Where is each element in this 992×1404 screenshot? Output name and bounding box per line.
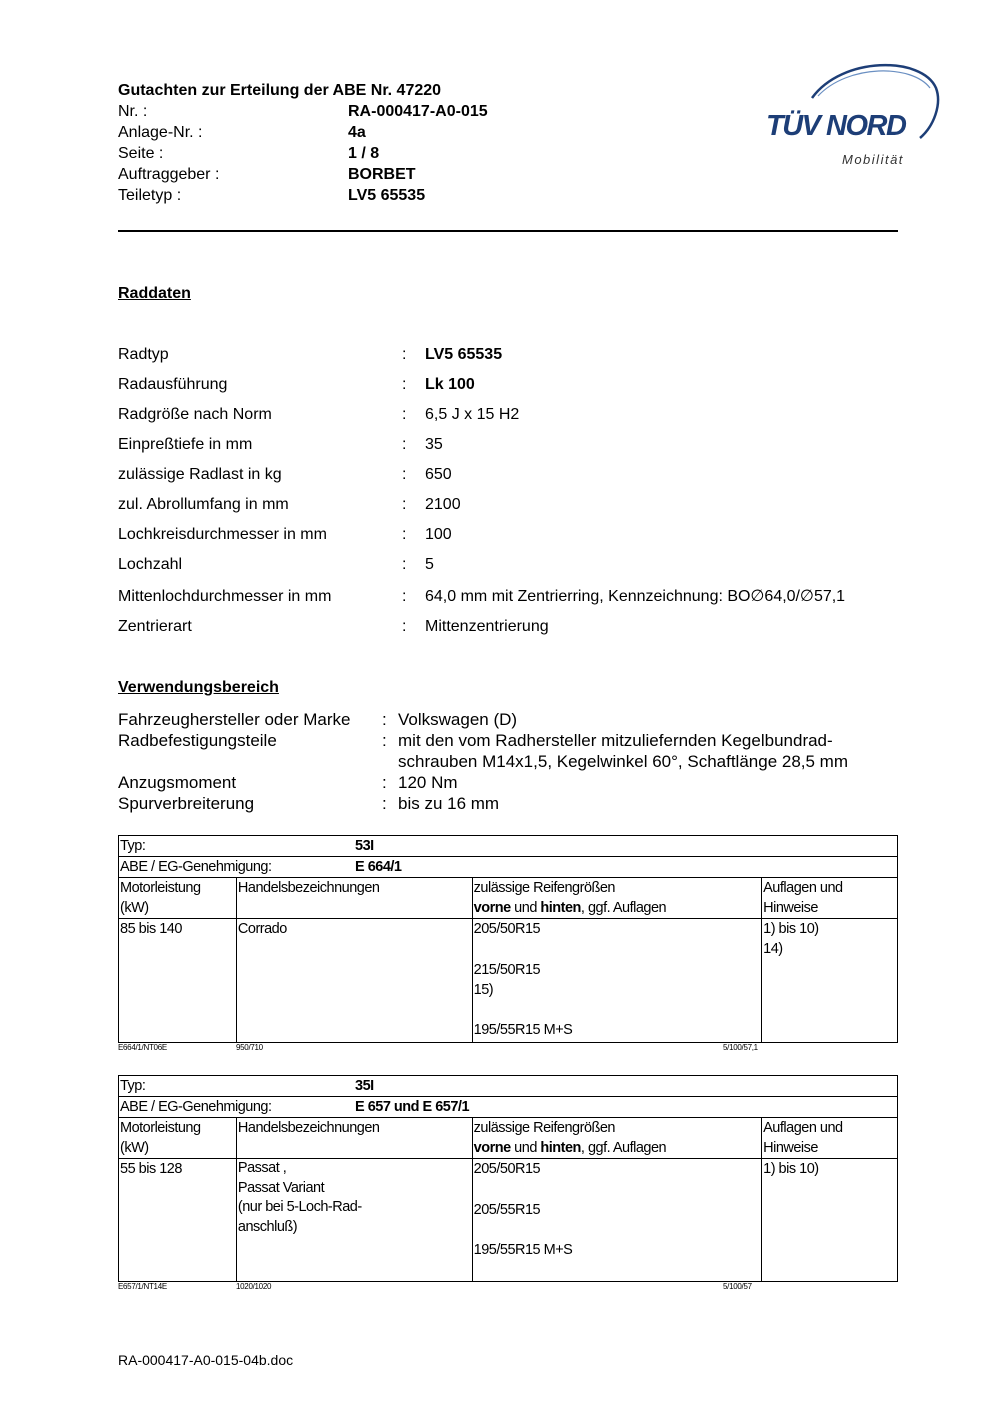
col-motorleistung: Motorleistung (kW) (119, 878, 237, 919)
code-right: 5/100/57,1 (723, 1043, 758, 1052)
raddaten-value: 2100 (425, 496, 461, 513)
raddaten-row: Mittenlochdurchmesser in mm : 64,0 mm mit Zentrierring, Kennzeichnung: BO∅64,0/∅57,1 (118, 582, 908, 614)
col-auflagen: Auflagen und Hinweise (762, 878, 898, 919)
raddaten-row: Lochzahl : 5 (118, 552, 908, 582)
raddaten-row: Radausführung : Lk 100 (118, 372, 908, 402)
table-row-typ (119, 1076, 898, 1097)
typ-value: 53I (355, 838, 374, 854)
raddaten-list (118, 342, 908, 644)
verwendung-row: Fahrzeughersteller oder Marke : Volkswagen (D) (118, 710, 518, 729)
header-label: Auftraggeber : (118, 166, 220, 183)
raddaten-value: Mittenzentrierung (425, 618, 549, 635)
raddaten-value: 650 (425, 466, 452, 483)
code-left: E657/1/NT14E (118, 1282, 167, 1291)
cell-auflagen: 1) bis 10) (762, 1159, 898, 1282)
cell-motorleistung: 55 bis 128 (119, 1159, 237, 1282)
table-row (119, 919, 898, 1043)
abe-label: ABE / EG-Genehmigung: (120, 1099, 272, 1115)
header-divider (118, 230, 898, 232)
table-header-row (119, 878, 898, 919)
verwendung-row: Anzugsmoment : 120 Nm (118, 773, 458, 792)
cell-handelsbezeichnungen: Corrado (236, 919, 472, 1043)
verwendung-label: Spurverbreiterung (118, 794, 255, 813)
cell-auflagen: 1) bis 10) 14) (762, 919, 898, 1043)
raddaten-label: Zentrierart (118, 618, 192, 635)
raddaten-row: Lochkreisdurchmesser in mm : 100 (118, 522, 908, 552)
raddaten-value: 35 (425, 436, 443, 453)
raddaten-label: zul. Abrollumfang in mm (118, 496, 289, 513)
verwendung-label: Anzugsmoment (118, 773, 237, 792)
verwendung-label: Radbefestigungsteile (118, 731, 277, 750)
table-row-typ (119, 836, 898, 857)
tuv-nord-logo (762, 58, 942, 173)
raddaten-value: LV5 65535 (425, 346, 503, 363)
header-value: BORBET (348, 166, 416, 183)
verwendung-list (118, 709, 908, 814)
verwendung-heading: Verwendungsbereich (118, 679, 279, 696)
raddaten-value: 5 (425, 556, 434, 573)
typ-label: Typ: (120, 838, 146, 854)
vehicle-table-2 (118, 1075, 898, 1282)
verwendung-value: 120 Nm (398, 773, 458, 792)
abe-value: E 657 und E 657/1 (355, 1099, 470, 1115)
logo-subtitle: Mobilität (842, 152, 904, 167)
raddaten-heading: Raddaten (118, 285, 191, 302)
document-title: Gutachten zur Erteilung der ABE Nr. 47220 (118, 82, 442, 99)
table-header-row (119, 1118, 898, 1159)
header-value: 1 / 8 (348, 145, 380, 162)
cell-handelsbezeichnungen: Passat , Passat Variant (nur bei 5-Loch-Rad- anschluß) (236, 1159, 472, 1282)
verwendung-value: mit den vom Radhersteller mitzuliefernden Kegelbundrad- (398, 731, 833, 750)
raddaten-row: zulässige Radlast in kg : 650 (118, 462, 908, 492)
verwendung-value: bis zu 16 mm (398, 794, 500, 813)
raddaten-row: Einpreßtiefe in mm : 35 (118, 432, 908, 462)
raddaten-value: 6,5 J x 15 H2 (425, 406, 520, 423)
code-left: E664/1/NT06E (118, 1043, 167, 1052)
raddaten-label: Lochkreisdurchmesser in mm (118, 526, 327, 543)
table-row (119, 1159, 898, 1282)
typ-value: 35I (355, 1078, 374, 1094)
verwendung-value-cont: schrauben M14x1,5, Kegelwinkel 60°, Schaftlänge 28,5 mm (398, 752, 849, 771)
logo-arc-icon (762, 58, 942, 158)
header-value: RA-000417-A0-015 (348, 103, 488, 120)
verwendung-row: Radbefestigungsteile : mit den vom Radhersteller mitzuliefernden Kegelbundrad- (118, 731, 833, 750)
abe-value: E 664/1 (355, 859, 402, 875)
verwendung-row-cont (118, 751, 908, 772)
raddaten-label: Radausführung (118, 376, 228, 393)
col-handelsbezeichnungen: Handelsbezeichnungen (236, 878, 472, 919)
col-handelsbezeichnungen: Handelsbezeichnungen (236, 1118, 472, 1159)
code-right: 5/100/57 (723, 1282, 752, 1291)
abe-label: ABE / EG-Genehmigung: (120, 859, 272, 875)
raddaten-label: Einpreßtiefe in mm (118, 436, 253, 453)
raddaten-label: Radgröße nach Norm (118, 406, 272, 423)
header-label: Teiletyp : (118, 187, 182, 204)
raddaten-label: Radtyp (118, 346, 169, 363)
verwendung-row: Spurverbreiterung : bis zu 16 mm (118, 794, 500, 813)
raddaten-row: Zentrierart : Mittenzentrierung (118, 614, 908, 644)
cell-motorleistung: 85 bis 140 (119, 919, 237, 1043)
code-mid: 1020/1020 (236, 1282, 272, 1291)
code-mid: 950/710 (236, 1043, 263, 1052)
header-value: LV5 65535 (348, 187, 426, 204)
table-row-abe (119, 1097, 898, 1118)
cell-reifengroessen: 205/50R15 205/55R15 195/55R15 M+S (472, 1159, 761, 1282)
raddaten-value: 100 (425, 526, 452, 543)
header-label: Nr. : (118, 103, 148, 120)
header-row-teiletyp (118, 185, 898, 206)
typ-label: Typ: (120, 1078, 146, 1094)
raddaten-row: Radgröße nach Norm : 6,5 J x 15 H2 (118, 402, 908, 432)
raddaten-label: Mittenlochdurchmesser in mm (118, 588, 332, 605)
col-motorleistung: Motorleistung (kW) (119, 1118, 237, 1159)
raddaten-label: Lochzahl (118, 556, 183, 573)
vehicle-table-1 (118, 835, 898, 1043)
raddaten-label: zulässige Radlast in kg (118, 466, 282, 483)
raddaten-value: 64,0 mm mit Zentrierring, Kennzeichnung: BO∅64,0/∅57,1 (425, 588, 846, 605)
header-value: 4a (348, 124, 366, 141)
raddaten-value: Lk 100 (425, 376, 475, 393)
cell-reifengroessen: 205/50R15 215/50R15 15) 195/55R15 M+S (472, 919, 761, 1043)
logo-brand-text: TÜV NORD (766, 110, 906, 142)
header-label: Anlage-Nr. : (118, 124, 203, 141)
verwendung-value: Volkswagen (D) (398, 710, 518, 729)
col-auflagen: Auflagen und Hinweise (762, 1118, 898, 1159)
col-reifengroessen: zulässige Reifengrößen vorne und hinten, ggf. Auflagen (472, 878, 761, 919)
col-reifengroessen: zulässige Reifengrößen vorne und hinten, ggf. Auflagen (472, 1118, 761, 1159)
raddaten-row: Radtyp : LV5 65535 (118, 342, 908, 372)
verwendung-label: Fahrzeughersteller oder Marke (118, 710, 351, 729)
header-label: Seite : (118, 145, 164, 162)
document-filename: RA-000417-A0-015-04b.doc (118, 1352, 294, 1368)
table-row-abe (119, 857, 898, 878)
raddaten-row: zul. Abrollumfang in mm : 2100 (118, 492, 908, 522)
